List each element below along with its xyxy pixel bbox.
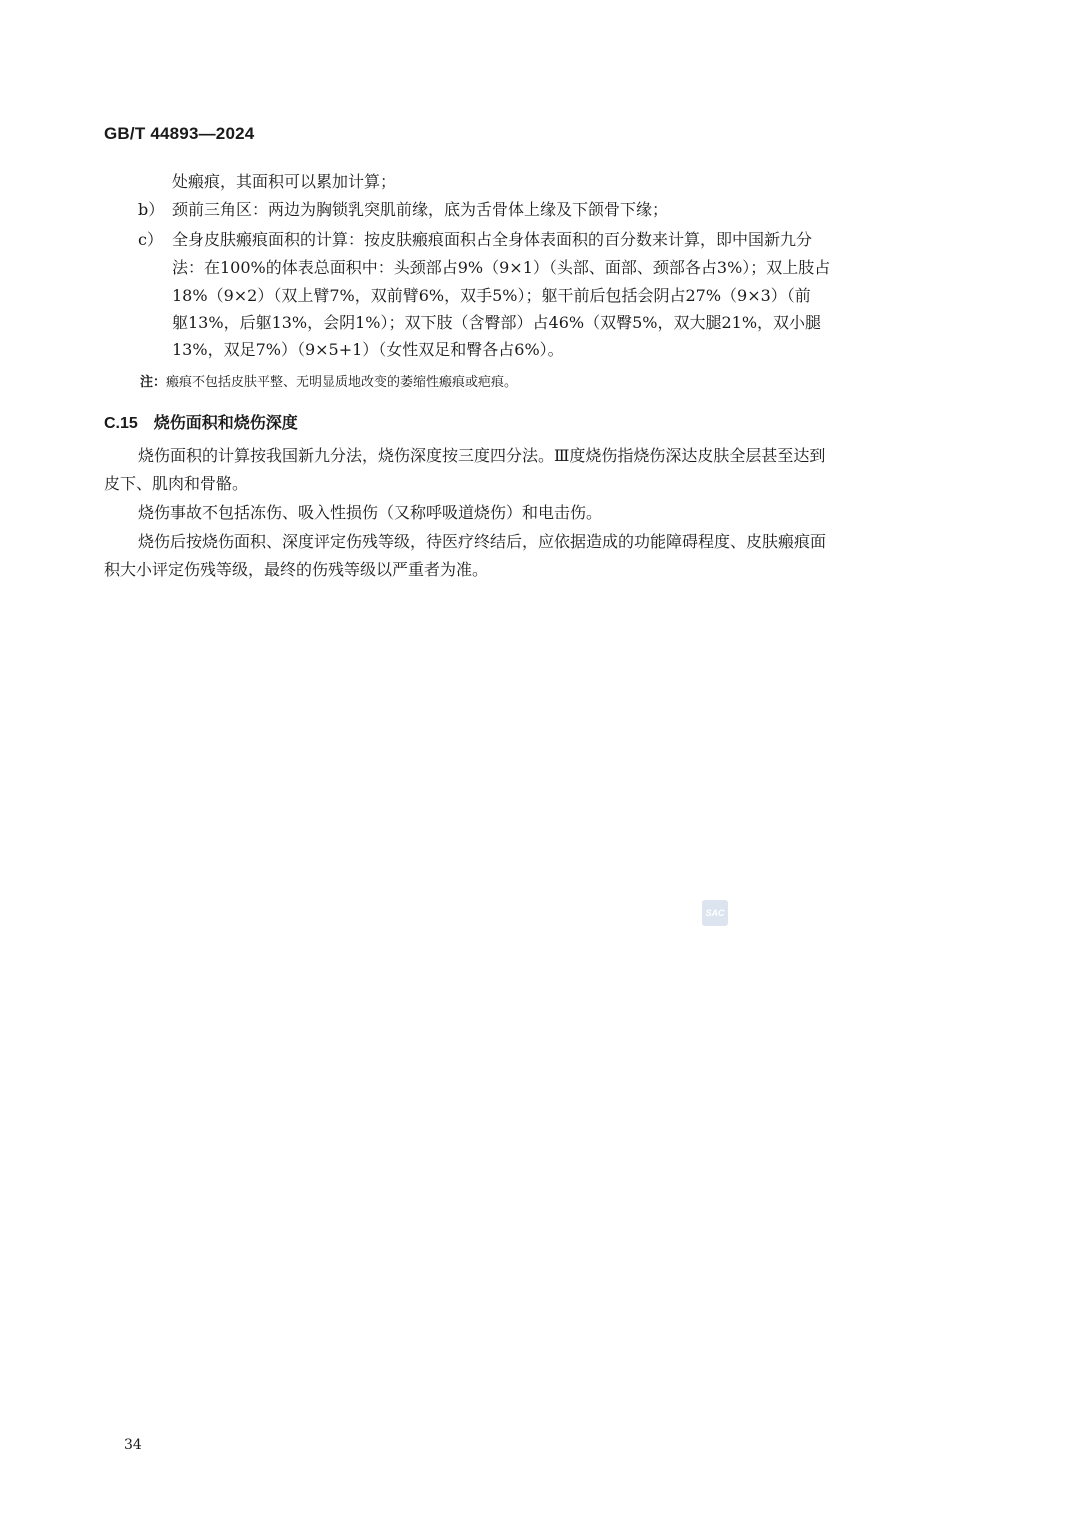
item-c-line: 法：在100%的体表总面积中：头颈部占9%（9×1）（头部、面部、颈部各占3%）；双上肢占: [172, 258, 831, 277]
paragraph-line: 烧伤后按烧伤面积、深度评定伤残等级，待医疗终结后，应依据造成的功能障碍程度、皮肤瘢痕面: [138, 532, 827, 551]
item-b-text: 颈前三角区：两边为胸锁乳突肌前缘，底为舌骨体上缘及下颌骨下缘；: [172, 200, 669, 219]
watermark-logo: SAC: [702, 900, 728, 926]
page-number: 34: [124, 1437, 142, 1453]
note-text: 瘢痕不包括皮肤平整、无明显质地改变的萎缩性瘢痕或疤痕。: [166, 375, 518, 390]
item-c-line: 全身皮肤瘢痕面积的计算：按皮肤瘢痕面积占全身体表面积的百分数来计算，即中国新九分: [172, 230, 813, 249]
note-label: 注：: [140, 374, 167, 389]
paragraph-line: 皮下、肌肉和骨骼。: [104, 474, 249, 493]
item-c-line: 13%，双足7%）（9×5+1）（女性双足和臀各占6%）。: [172, 340, 564, 359]
section-heading: [104, 410, 298, 433]
item-c-line: 躯13%，后躯13%，会阴1%）；双下肢（含臀部）占46%（双臀5%，双大腿21%，双小腿: [172, 313, 822, 332]
section-title: 烧伤面积和烧伤深度: [153, 415, 298, 432]
note: [140, 373, 517, 392]
paragraph-line: 烧伤事故不包括冻伤、吸入性损伤（又称呼吸道烧伤）和电击伤。: [138, 503, 603, 522]
paragraph-line: 积大小评定伤残等级，最终的伤残等级以严重者为准。: [104, 560, 489, 579]
item-b-label: b）: [138, 200, 165, 219]
list-continuation: 处瘢痕，其面积可以累加计算；: [172, 172, 397, 191]
item-c-label: c）: [138, 230, 163, 249]
item-c-line: 18%（9×2）（双上臂7%，双前臂6%，双手5%）；躯干前后包括会阴占27%（9×3）（前: [172, 286, 811, 305]
section-number: C.15: [104, 415, 138, 432]
paragraph-line: 烧伤面积的计算按我国新九分法，烧伤深度按三度四分法。Ⅲ度烧伤指烧伤深达皮肤全层甚至达到: [138, 446, 826, 465]
document-id: GB/T 44893—2024: [104, 124, 255, 143]
